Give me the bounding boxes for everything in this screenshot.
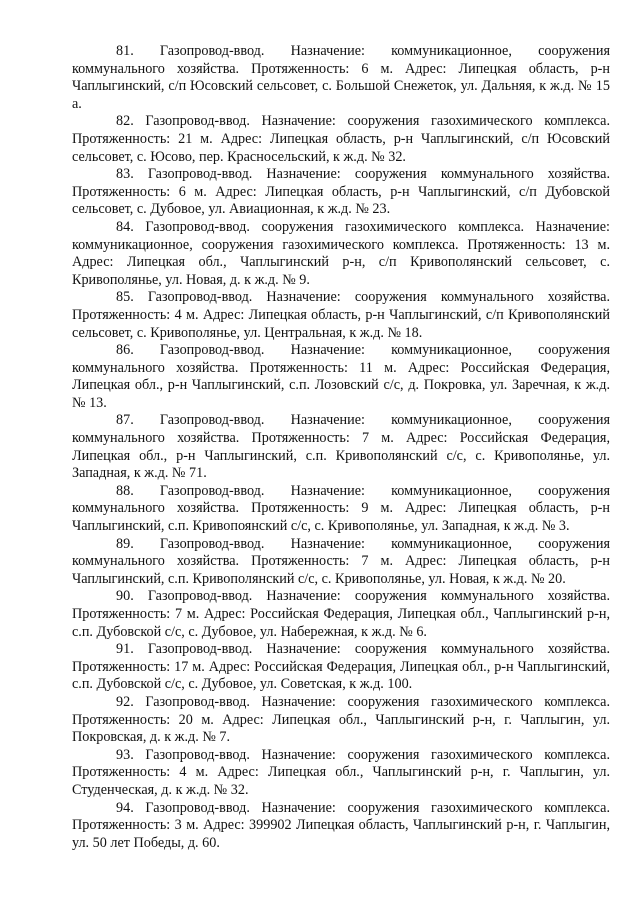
list-item: 84. Газопровод-ввод. сооружения газохимического комплекса. Назначение: коммуникационное, сооружения газохимического комплекса. Протяженность: 13 м. Адрес: Липецкая обл., Чаплыгинский р-н, с/п Кривополянский сельсовет, с. Кривополянье, ул. Новая, д. к ж.д. № 9. xyxy=(72,218,610,288)
list-item: 90. Газопровод-ввод. Назначение: сооружения коммунального хозяйства. Протяженность: 7 м. Адрес: Российская Федерация, Липецкая обл., Чаплыгинский р-н, с.п. Дубовской с/с, с. Дубовое, ул. Набережная, к ж.д. № 6. xyxy=(72,588,610,640)
list-item: 92. Газопровод-ввод. Назначение: сооружения газохимического комплекса. Протяженность: 20 м. Адрес: Липецкая обл., Чаплыгинский р-н, г. Чаплыгин, ул. Покровская, д. к ж.д. № 7. xyxy=(72,693,610,746)
list-item: 83. Газопровод-ввод. Назначение: сооружения коммунального хозяйства. Протяженность: 6 м. Адрес: Липецкая область, р-н Чаплыгинский, с/п Дубовской сельсовет, с. Дубовое, ул. Авиационная, к ж.д. № 23. xyxy=(72,166,610,218)
document-page xyxy=(72,43,610,852)
list-item: 91. Газопровод-ввод. Назначение: сооружения коммунального хозяйства. Протяженность: 17 м. Адрес: Российская Федерация, Липецкая обл., р-н Чаплыгинский, с.п. Дубовской с/с, с. Дубовое, ул. Советская, к ж.д. 100. xyxy=(72,641,610,693)
list-item: 94. Газопровод-ввод. Назначение: сооружения газохимического комплекса. Протяженность: 3 м. Адрес: 399902 Липецкая область, Чаплыгинский р-н, г. Чаплыгин, ул. 50 лет Победы, д. 60. xyxy=(72,799,610,851)
list-item: 86. Газопровод-ввод. Назначение: коммуникационное, сооружения коммунального хозяйства. Протяженность: 11 м. Адрес: Российская Федерация, Липецкая обл., р-н Чаплыгинский, с.п. Лозовский с/с, д. Покровка, ул. Заречная, к ж.д. № 13. xyxy=(72,342,610,411)
list-item: 81. Газопровод-ввод. Назначение: коммуникационное, сооружения коммунального хозяйства. Протяженность: 6 м. Адрес: Липецкая область, р-н Чаплыгинский, с/п Юсовский сельсовет, с. Большой Снежеток, ул. Дальняя, к ж.д. № 15 а. xyxy=(72,43,610,112)
list-item: 87. Газопровод-ввод. Назначение: коммуникационное, сооружения коммунального хозяйства. Протяженность: 7 м. Адрес: Российская Федерация, Липецкая обл., р-н Чаплыгинский, с.п. Кривополянский с/с, с. Кривополянье, ул. Западная, к ж.д. № 71. xyxy=(72,412,610,482)
list-item: 82. Газопровод-ввод. Назначение: сооружения газохимического комплекса. Протяженность: 21 м. Адрес: Липецкая область, р-н Чаплыгинский, с/п Юсовский сельсовет, с. Юсово, пер. Красносельский, к ж.д. № 32. xyxy=(72,113,610,165)
list-item: 85. Газопровод-ввод. Назначение: сооружения коммунального хозяйства. Протяженность: 4 м. Адрес: Липецкая область, р-н Чаплыгинский, с/п Кривополянский сельсовет, с. Кривополянье, ул. Центральная, к ж.д. № 18. xyxy=(72,289,610,341)
list-item: 89. Газопровод-ввод. Назначение: коммуникационное, сооружения коммунального хозяйства. Протяженность: 7 м. Адрес: Липецкая область, р-н Чаплыгинский, с.п. Кривополянский с/с, с. Кривополянье, ул. Новая, к ж.д. № 20. xyxy=(72,535,610,587)
list-item: 93. Газопровод-ввод. Назначение: сооружения газохимического комплекса. Протяженность: 4 м. Адрес: Липецкая обл., Чаплыгинский р-н, г. Чаплыгин, ул. Студенческая, д. к ж.д. № 32. xyxy=(72,746,610,798)
list-item: 88. Газопровод-ввод. Назначение: коммуникационное, сооружения коммунального хозяйства. Протяженность: 9 м. Адрес: Липецкая область, р-н Чаплыгинский, с.п. Кривопоянский с/с, с. Кривополянье, ул. Западная, к ж.д. № 3. xyxy=(72,482,610,535)
